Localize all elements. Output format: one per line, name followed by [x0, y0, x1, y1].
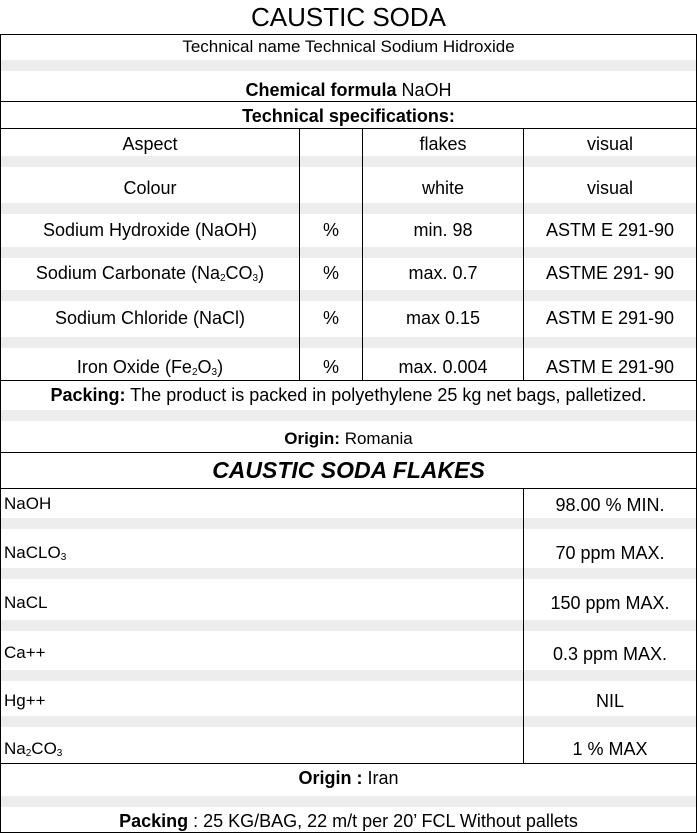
spec-value: min. 98 [413, 220, 473, 240]
column-divider [362, 128, 363, 380]
flakes-name [4, 544, 66, 561]
row-band [1, 290, 696, 301]
packing-note [0, 386, 697, 404]
flakes-name: Hg++ [4, 691, 46, 710]
rule [0, 380, 697, 381]
origin-text: Iran [362, 768, 399, 788]
spec-name-subscript: 2 [219, 273, 226, 284]
spec-method: visual [586, 134, 634, 154]
packing-label: Packing [119, 811, 189, 831]
row-band [1, 203, 696, 214]
flakes-value: 150 ppm MAX. [550, 593, 670, 613]
rule [0, 763, 697, 764]
flakes-value: NIL [595, 691, 624, 711]
row-band [1, 247, 696, 258]
spec-unit: % [322, 220, 339, 240]
spec-method: ASTM E 291-90 [545, 308, 675, 328]
spec-value: flakes [419, 134, 467, 154]
flakes-name-text: NaCLO [4, 543, 61, 562]
row-band [1, 337, 696, 348]
spec-value: max. 0.7 [408, 263, 478, 283]
spec-name-subscript: 2 [191, 367, 198, 378]
spec-name-text: ) [258, 263, 265, 283]
origin-note [0, 430, 697, 447]
spec-name [1, 264, 299, 282]
spec-name [1, 358, 299, 376]
spec-name-text: ) [217, 357, 224, 377]
row-band [1, 156, 696, 167]
specs-heading: Technical specifications: [242, 106, 455, 126]
spec-value: max. 0.004 [398, 357, 488, 377]
flakes-value: 98.00 % MIN. [555, 495, 665, 515]
spec-name: Colour [123, 178, 177, 198]
spec-name-text: O [197, 357, 212, 377]
packing-text: : 25 KG/BAG, 22 m/t per 20’ FCL Without pallets [188, 811, 578, 831]
origin-note [0, 769, 697, 787]
spec-name-subscript: 3 [252, 273, 259, 284]
chemical-formula [0, 81, 697, 99]
spec-method: ASTME 291- 90 [545, 263, 675, 283]
packing-note [0, 812, 697, 830]
column-divider [523, 128, 524, 380]
column-divider [299, 128, 300, 380]
row-band [1, 568, 696, 579]
flakes-value: 0.3 ppm MAX. [552, 644, 668, 664]
spec-unit: % [322, 308, 339, 328]
rule [0, 488, 697, 489]
flakes-name: NaCL [4, 593, 48, 612]
rule [0, 101, 697, 102]
flakes-name [4, 740, 62, 757]
row-band [1, 670, 696, 681]
spec-unit: % [322, 263, 339, 283]
chemical-formula-label: Chemical formula [245, 80, 397, 100]
flakes-name-subscript: 3 [56, 748, 63, 759]
chemical-formula-value: NaOH [401, 80, 452, 100]
row-band [1, 60, 696, 71]
row-band [1, 518, 696, 529]
spec-method: visual [586, 178, 634, 198]
spec-name-text: CO [225, 263, 253, 283]
flakes-value: 70 ppm MAX. [555, 543, 665, 563]
page-title: CAUSTIC SODA [250, 2, 447, 32]
spec-name-text: Sodium Carbonate (Na [35, 263, 220, 283]
rule [0, 128, 697, 129]
spec-method: ASTM E 291-90 [545, 357, 675, 377]
flakes-name: NaOH [4, 494, 52, 513]
flakes-name-subscript: 3 [60, 552, 67, 563]
origin-label: Origin: [284, 429, 340, 448]
row-band [1, 410, 696, 421]
row-band [1, 716, 696, 727]
column-divider [523, 488, 524, 763]
spec-name: Sodium Hydroxide (NaOH) [42, 220, 258, 240]
row-band [1, 620, 696, 631]
flakes-name-subscript: 2 [25, 748, 32, 759]
spec-value: white [421, 178, 465, 198]
spec-name-text: Iron Oxide (Fe [76, 357, 192, 377]
spec-unit: % [322, 357, 339, 377]
spec-name: Sodium Chloride (NaCl) [54, 308, 246, 328]
spec-value: max 0.15 [405, 308, 481, 328]
row-band [1, 796, 696, 807]
origin-text: Romania [339, 429, 413, 448]
flakes-name-text: CO [31, 739, 57, 758]
packing-text: The product is packed in polyethylene 25 kg net bags, palletized. [125, 385, 647, 405]
rule [0, 34, 697, 35]
spec-method: ASTM E 291-90 [545, 220, 675, 240]
flakes-name: Ca++ [4, 643, 46, 662]
flakes-name-text: Na [4, 739, 26, 758]
spec-name: Aspect [122, 134, 178, 154]
origin-label: Origin : [298, 768, 363, 788]
technical-name: Technical name Technical Sodium Hidroxide [182, 37, 515, 56]
packing-label: Packing: [50, 385, 126, 405]
rule [0, 452, 697, 453]
spec-name-subscript: 3 [211, 367, 218, 378]
flakes-value: 1 % MAX [572, 739, 648, 759]
flakes-heading: CAUSTIC SODA FLAKES [212, 457, 485, 483]
